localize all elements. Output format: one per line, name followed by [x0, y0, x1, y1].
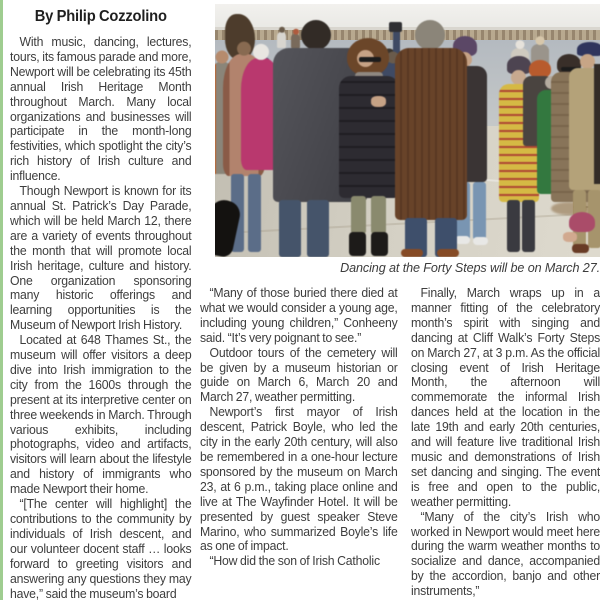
- left-accent-rule: [0, 0, 3, 600]
- paragraph: Though Newport is known for its annual St. Patrick’s Day Parade, which will be held March 12, there are a variety of events throughout the month that will promote local Irish heritage, culture and history. One organization sponsoring many historic offerings and learning opportunities is the Museum of Newport Irish History.: [10, 183, 192, 333]
- paragraph: With music, dancing, lectures, tours, its famous parade and more, Newport will be celebrating its 45th annual Irish Heritage Month throughout March. Many local organizations and businesses will participate in the month-long festivities, which spotlight the city’s rich history of Irish culture and influence.: [10, 34, 192, 184]
- dancer-legs-jeans: [307, 200, 329, 257]
- paragraph: “Many of the city’s Irish who worked in Newport would meet here during the warm weather months to socialize and dance, accompanied by the accordion, banjo and other instruments,”: [411, 508, 600, 599]
- person-figure: [291, 34, 300, 48]
- white-sneaker: [455, 236, 470, 244]
- paragraph: Finally, March wraps up in a manner fitting of the celebratory month’s spirit with singing and dancing at Cliff Walk’s Forty Steps on March 27, at 3 p.m. As the official closing event of Irish Heritage Month, the afternoon will commemorate the informal Irish dances held at the location in the late 19th and early 20th centuries, and will feature live traditional Irish music and demonstrations of Irish set dancing and singing. The event is free and open to the public, weather permitting.: [411, 286, 600, 509]
- byline: By Philip Cozzolino: [34, 8, 167, 25]
- person-dark-edge: [594, 64, 600, 184]
- dancer-legs-lightjeans: [473, 182, 486, 240]
- photo-caption: Dancing at the Forty Steps will be on March 27.: [340, 261, 600, 275]
- clasped-hands: [371, 96, 386, 107]
- person-legs-dark: [522, 200, 535, 252]
- dancer-legs-jeans: [279, 200, 301, 257]
- article-column-2: [200, 286, 398, 600]
- photo-crowd: [215, 4, 600, 257]
- paragraph: “[The center will highlight] the contributions to the community by individuals of Irish descent, and our volunteer docent staff … looks forward to greeting visitors and answering any questions they may have,” said the museum’s board: [10, 496, 192, 600]
- white-sneaker: [473, 237, 488, 245]
- camera: [389, 22, 402, 32]
- article-photo: [215, 4, 600, 257]
- person-legs-jeans: [248, 174, 261, 252]
- person-face: [580, 54, 595, 69]
- paragraph: “Many of those buried there died at what we would consider a young age, including young children,” Conheeny said. “It’s very poignant to see.”: [200, 286, 398, 345]
- dancer-brown-sweater: [395, 48, 467, 220]
- dancer-gray-hair: [415, 20, 445, 50]
- paragraph: “How did the son of Irish Catholic: [209, 553, 380, 569]
- paragraph: Located at 648 Thames St., the museum will offer visitors a deep dive into Irish immigration to the city from the 1600s through the present at its interpretive center on three weekends in March. Through various exhibits, including photographs, video and artifacts, visitors will learn about the lifestyle and history of immigrants who made Newport their home.: [10, 332, 192, 497]
- dancer-dark-hair: [301, 20, 331, 50]
- dancer-leggings: [371, 196, 386, 234]
- dancer-leggings: [351, 196, 366, 234]
- brown-shoe: [401, 249, 423, 257]
- black-boot: [371, 232, 388, 256]
- hand: [563, 232, 577, 242]
- paragraph: Outdoor tours of the cemetery will be given by a museum historian or guide on March 6, March 20 and March 27, weather permitting.: [200, 344, 398, 405]
- paragraph: Newport’s first mayor of Irish descent, Patrick Boyle, who led the city in the early 20th century, will also be remembered in a one-hour lecture sponsored by the museum on March 23, at 6 p.m., taking place online and live at The Wayfinder Hotel. It will be presented by guest speaker Steve Marino, who summarized Boyle’s life as one of impact.: [200, 404, 398, 554]
- brown-shoe: [437, 249, 459, 257]
- article-column-3: [411, 286, 600, 600]
- sunglasses: [359, 57, 381, 62]
- dancer-black-puffer: [339, 76, 399, 198]
- article-column-1: [10, 6, 191, 600]
- brown-shoe: [572, 244, 589, 253]
- raspberry-hat: [569, 212, 595, 232]
- black-boot: [349, 232, 366, 256]
- person-figure: [277, 32, 286, 48]
- person-legs-dark: [507, 200, 520, 252]
